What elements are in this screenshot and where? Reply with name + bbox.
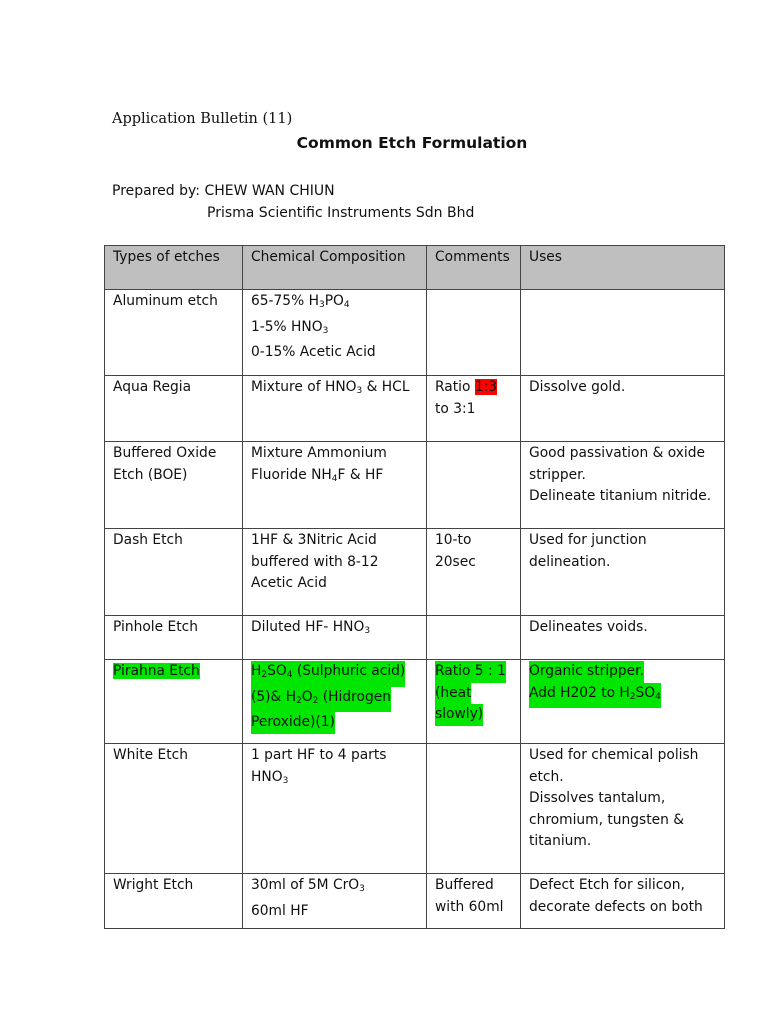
cell-line: Defect Etch for silicon, <box>529 877 685 893</box>
cell-line: Good passivation & oxide stripper. <box>529 445 705 483</box>
prepared-by-line <box>112 183 335 199</box>
cell-line: (heat <box>435 683 471 705</box>
cell-line: 1HF & 3Nitric Acid <box>251 532 377 548</box>
uses-cell <box>521 529 725 616</box>
cell-line: Organic stripper. <box>529 661 644 683</box>
cell-line: Mixture Ammonium <box>251 445 387 461</box>
cell-line: Peroxide)(1) <box>251 712 335 734</box>
cell-line: 30ml of 5M CrO$_3$ <box>251 877 365 894</box>
column-header: Types of etches <box>105 246 243 290</box>
etch-type-cell <box>105 660 243 744</box>
cell-line: Ratio 1:3 <box>435 379 498 395</box>
uses-cell <box>521 744 725 874</box>
cell-line: 65-75% $H_3PO_4$ <box>251 293 350 310</box>
cell-line: Used for junction <box>529 532 647 548</box>
composition-cell <box>243 616 427 660</box>
column-header: Comments <box>427 246 521 290</box>
document-title: Common Etch Formulation <box>296 134 528 152</box>
composition-cell <box>243 290 427 376</box>
cell-line: Dissolve gold. <box>529 379 626 395</box>
comments-cell <box>427 744 521 874</box>
cell-line: 20sec <box>435 553 476 570</box>
table-row <box>105 442 725 529</box>
cell-text: Dash Etch <box>113 532 183 548</box>
cell-line: 0-15% Acetic Acid <box>251 344 376 360</box>
cell-line: titanium. <box>529 833 592 849</box>
column-header: Uses <box>521 246 725 290</box>
table-header-row <box>105 246 725 290</box>
cell-text: White Etch <box>113 747 188 763</box>
prepared-by-name: CHEW WAN CHIUN <box>204 183 335 199</box>
cell-line: Diluted HF- $HNO_3$ <box>251 619 371 636</box>
cell-line: Add H202 to $H_2SO_4$ <box>529 683 661 709</box>
cell-line: decorate defects on both <box>529 898 703 915</box>
cell-line: Mixture of $HNO_3$ & HCL <box>251 379 410 396</box>
cell-line: Delineate titanium nitride. <box>529 488 712 504</box>
cell-line: to 3:1 <box>435 400 476 417</box>
cell-line: delineation. <box>529 553 611 570</box>
cell-text: Pirahna Etch <box>113 663 200 679</box>
cell-line: Fluoride $NH_4F$ & HF <box>251 466 384 484</box>
etch-type-cell <box>105 376 243 442</box>
etch-type-cell <box>105 874 243 929</box>
cell-line: Acetic Acid <box>251 575 327 591</box>
etch-type-cell <box>105 744 243 874</box>
comments-cell <box>427 376 521 442</box>
table-body <box>105 290 725 929</box>
column-header: Chemical Composition <box>243 246 427 290</box>
cell-text: Buffered Oxide Etch (BOE) <box>113 445 217 483</box>
etch-type-cell <box>105 442 243 529</box>
cell-line: 1-5% $HNO_3$ <box>251 318 329 336</box>
table-row <box>105 290 725 376</box>
composition-cell <box>243 529 427 616</box>
etch-type-cell <box>105 290 243 376</box>
table-row <box>105 529 725 616</box>
comments-cell <box>427 442 521 529</box>
cell-line: $H_2SO_4$ (Sulphuric acid) <box>251 661 405 687</box>
composition-cell <box>243 874 427 929</box>
etch-table <box>104 245 725 929</box>
bulletin-label: Application Bulletin (11) <box>112 111 293 127</box>
cell-line: Ratio 5 : 1 <box>435 661 506 683</box>
cell-line: $HNO_3$ <box>251 768 289 786</box>
uses-cell <box>521 874 725 929</box>
cell-line: slowly) <box>435 704 483 726</box>
table-row <box>105 660 725 744</box>
composition-cell <box>243 744 427 874</box>
comments-cell <box>427 529 521 616</box>
composition-cell <box>243 660 427 744</box>
table-row <box>105 874 725 929</box>
prepared-by-label: Prepared by: <box>112 183 200 199</box>
comments-cell <box>427 616 521 660</box>
cell-line: 1 part HF to 4 parts <box>251 747 387 763</box>
table-row <box>105 616 725 660</box>
table-row <box>105 744 725 874</box>
uses-cell <box>521 616 725 660</box>
cell-text: Pinhole Etch <box>113 619 198 635</box>
comments-cell <box>427 660 521 744</box>
cell-text: Wright Etch <box>113 877 194 893</box>
cell-line: 10-to <box>435 532 472 548</box>
cell-line: Used for chemical polish <box>529 747 699 763</box>
etch-type-cell <box>105 616 243 660</box>
cell-line: 60ml HF <box>251 902 309 919</box>
uses-cell <box>521 376 725 442</box>
cell-line: with 60ml <box>435 898 504 915</box>
cell-line: Buffered <box>435 877 494 893</box>
composition-cell <box>243 442 427 529</box>
etch-type-cell <box>105 529 243 616</box>
cell-line: chromium, tungsten & <box>529 811 684 828</box>
cell-line: buffered with 8-12 <box>251 553 379 570</box>
comments-cell <box>427 874 521 929</box>
composition-cell <box>243 376 427 442</box>
cell-line: (5)& $H_2O_2$ (Hidrogen <box>251 687 391 713</box>
uses-cell <box>521 442 725 529</box>
cell-line: Delineates voids. <box>529 619 648 635</box>
cell-line: Dissolves tantalum, <box>529 790 666 806</box>
table-row <box>105 376 725 442</box>
cell-line: etch. <box>529 768 564 785</box>
comments-cell <box>427 290 521 376</box>
cell-text: Aqua Regia <box>113 379 192 395</box>
uses-cell <box>521 290 725 376</box>
cell-text: Aluminum etch <box>113 293 218 309</box>
uses-cell <box>521 660 725 744</box>
company-name: Prisma Scientific Instruments Sdn Bhd <box>207 205 475 221</box>
